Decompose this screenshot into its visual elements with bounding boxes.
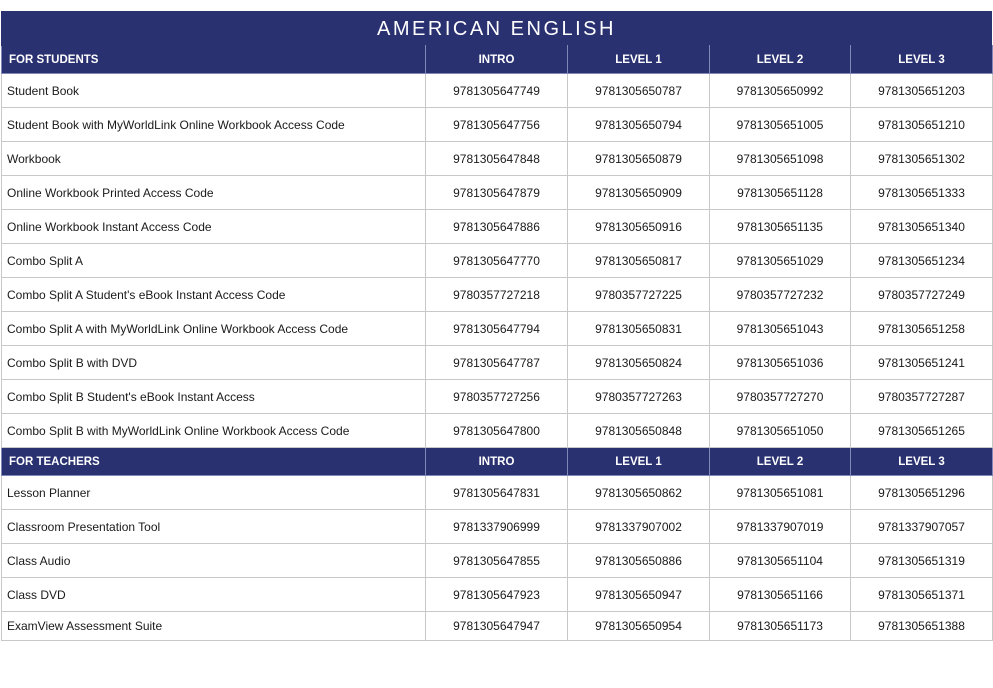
product-name: Combo Split B with MyWorldLink Online Workbook Access Code xyxy=(2,414,426,448)
isbn-value: 9781305650992 xyxy=(710,74,851,108)
isbn-value: 9781305651371 xyxy=(851,578,993,612)
isbn-value: 9781305651241 xyxy=(851,346,993,380)
isbn-value: 9781305651104 xyxy=(710,544,851,578)
table-title: AMERICAN ENGLISH xyxy=(1,11,992,45)
column-header: INTRO xyxy=(426,448,568,476)
isbn-value: 9781305651234 xyxy=(851,244,993,278)
isbn-value: 9781305647886 xyxy=(426,210,568,244)
product-name: Online Workbook Instant Access Code xyxy=(2,210,426,244)
product-name: Combo Split B with DVD xyxy=(2,346,426,380)
isbn-value: 9781305651050 xyxy=(710,414,851,448)
isbn-value: 9781305647923 xyxy=(426,578,568,612)
isbn-value: 9781305651265 xyxy=(851,414,993,448)
isbn-table xyxy=(1,45,993,641)
section-heading: FOR STUDENTS xyxy=(2,46,426,74)
product-name: Lesson Planner xyxy=(2,476,426,510)
isbn-value: 9781305651302 xyxy=(851,142,993,176)
isbn-value: 9781305651005 xyxy=(710,108,851,142)
isbn-value: 9781305650954 xyxy=(568,612,710,641)
section-header-teachers xyxy=(2,448,993,476)
isbn-value: 9781305650787 xyxy=(568,74,710,108)
isbn-value: 9781305651098 xyxy=(710,142,851,176)
isbn-value: 9780357727218 xyxy=(426,278,568,312)
isbn-value: 9781305651210 xyxy=(851,108,993,142)
product-name: Combo Split A with MyWorldLink Online Workbook Access Code xyxy=(2,312,426,346)
isbn-value: 9781305651128 xyxy=(710,176,851,210)
table-row xyxy=(2,346,993,380)
isbn-value: 9781305651029 xyxy=(710,244,851,278)
product-name: Combo Split B Student's eBook Instant Access xyxy=(2,380,426,414)
section-heading: FOR TEACHERS xyxy=(2,448,426,476)
isbn-value: 9780357727270 xyxy=(710,380,851,414)
isbn-value: 9781305647749 xyxy=(426,74,568,108)
isbn-value: 9781305650817 xyxy=(568,244,710,278)
isbn-value: 9781337906999 xyxy=(426,510,568,544)
isbn-value: 9781305650909 xyxy=(568,176,710,210)
isbn-value: 9781305647770 xyxy=(426,244,568,278)
isbn-value: 9781305647756 xyxy=(426,108,568,142)
isbn-value: 9781305651258 xyxy=(851,312,993,346)
isbn-value: 9780357727232 xyxy=(710,278,851,312)
column-header: INTRO xyxy=(426,46,568,74)
isbn-value: 9781337907002 xyxy=(568,510,710,544)
isbn-value: 9781305651203 xyxy=(851,74,993,108)
isbn-value: 9780357727225 xyxy=(568,278,710,312)
product-name: Student Book xyxy=(2,74,426,108)
isbn-value: 9781305651135 xyxy=(710,210,851,244)
isbn-value: 9781305647947 xyxy=(426,612,568,641)
isbn-value: 9781305651081 xyxy=(710,476,851,510)
isbn-value: 9781337907019 xyxy=(710,510,851,544)
isbn-value: 9781305651296 xyxy=(851,476,993,510)
table-row xyxy=(2,142,993,176)
isbn-value: 9780357727249 xyxy=(851,278,993,312)
isbn-value: 9781305647848 xyxy=(426,142,568,176)
isbn-value: 9781305650886 xyxy=(568,544,710,578)
isbn-value: 9781305651340 xyxy=(851,210,993,244)
table-row xyxy=(2,380,993,414)
table-row xyxy=(2,176,993,210)
isbn-value: 9781305651388 xyxy=(851,612,993,641)
isbn-value: 9781305647879 xyxy=(426,176,568,210)
isbn-value: 9780357727263 xyxy=(568,380,710,414)
table-row xyxy=(2,74,993,108)
column-header: LEVEL 1 xyxy=(568,46,710,74)
product-name: Online Workbook Printed Access Code xyxy=(2,176,426,210)
product-name: Combo Split A Student's eBook Instant Access Code xyxy=(2,278,426,312)
product-name: Workbook xyxy=(2,142,426,176)
isbn-value: 9781337907057 xyxy=(851,510,993,544)
isbn-value: 9780357727256 xyxy=(426,380,568,414)
column-header: LEVEL 2 xyxy=(710,448,851,476)
product-name: Student Book with MyWorldLink Online Workbook Access Code xyxy=(2,108,426,142)
product-name: Class DVD xyxy=(2,578,426,612)
isbn-value: 9781305650947 xyxy=(568,578,710,612)
table-row xyxy=(2,108,993,142)
isbn-value: 9780357727287 xyxy=(851,380,993,414)
isbn-value: 9781305651166 xyxy=(710,578,851,612)
isbn-value: 9781305651043 xyxy=(710,312,851,346)
isbn-value: 9781305650824 xyxy=(568,346,710,380)
isbn-value: 9781305647855 xyxy=(426,544,568,578)
column-header: LEVEL 3 xyxy=(851,448,993,476)
isbn-value: 9781305650916 xyxy=(568,210,710,244)
product-name: Classroom Presentation Tool xyxy=(2,510,426,544)
table-row xyxy=(2,510,993,544)
isbn-value: 9781305650794 xyxy=(568,108,710,142)
isbn-value: 9781305647800 xyxy=(426,414,568,448)
table-row xyxy=(2,578,993,612)
isbn-value: 9781305647787 xyxy=(426,346,568,380)
isbn-value: 9781305647794 xyxy=(426,312,568,346)
isbn-value: 9781305651036 xyxy=(710,346,851,380)
table-row xyxy=(2,476,993,510)
table-row xyxy=(2,612,993,641)
isbn-value: 9781305650862 xyxy=(568,476,710,510)
product-name: Class Audio xyxy=(2,544,426,578)
isbn-value: 9781305650879 xyxy=(568,142,710,176)
table-row xyxy=(2,544,993,578)
isbn-value: 9781305651173 xyxy=(710,612,851,641)
product-name: Combo Split A xyxy=(2,244,426,278)
table-row xyxy=(2,414,993,448)
column-header: LEVEL 2 xyxy=(710,46,851,74)
table-row xyxy=(2,278,993,312)
isbn-value: 9781305650831 xyxy=(568,312,710,346)
isbn-value: 9781305647831 xyxy=(426,476,568,510)
table-row xyxy=(2,312,993,346)
column-header: LEVEL 3 xyxy=(851,46,993,74)
isbn-table-body xyxy=(2,46,993,641)
product-name: ExamView Assessment Suite xyxy=(2,612,426,641)
isbn-value: 9781305651333 xyxy=(851,176,993,210)
section-header-students xyxy=(2,46,993,74)
column-header: LEVEL 1 xyxy=(568,448,710,476)
isbn-value: 9781305650848 xyxy=(568,414,710,448)
isbn-table-panel xyxy=(1,11,992,641)
isbn-value: 9781305651319 xyxy=(851,544,993,578)
table-row xyxy=(2,210,993,244)
table-row xyxy=(2,244,993,278)
